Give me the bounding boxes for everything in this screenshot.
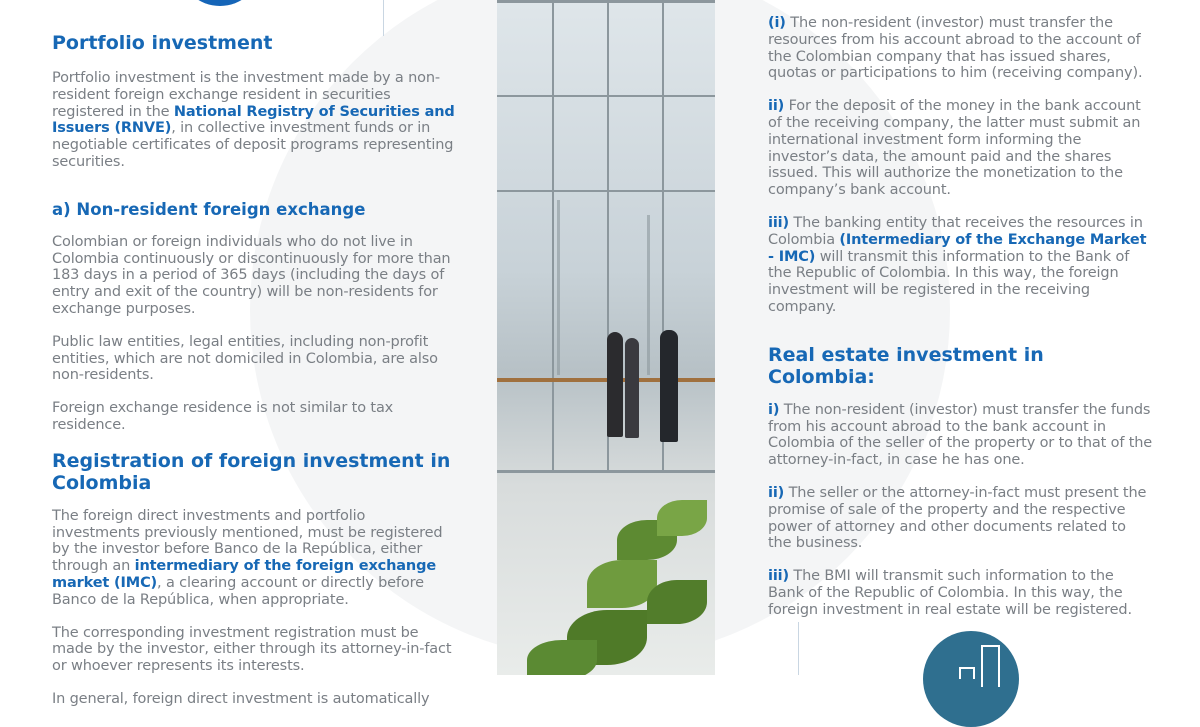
step-1-text: The non-resident (investor) must transfer the resources from his account abroad to the account of the Colombian company that has issued shares, quotas or participations to him (receiving company).	[768, 15, 1143, 82]
right-column	[768, 15, 1153, 619]
real-estate-title: Real estate investment in Colombia:	[768, 343, 1044, 388]
registration-text-a: The foreign direct investments and portfolio investments previously mentioned, must be registered by the investor before Banco de la República, either through an	[52, 507, 443, 575]
registration-paragraph-3: In general, foreign direct investment is automatically	[52, 690, 430, 707]
re-step-2-number: ii)	[768, 484, 785, 501]
step-3-paragraph	[768, 215, 1153, 316]
registration-title: Registration of foreign investment in Colombia	[52, 449, 451, 494]
re-step-2-text: The seller or the attorney-in-fact must present the promise of sale of the property and the respective power of attorney and other documents related to the business.	[768, 484, 1147, 552]
top-circle-icon	[180, 0, 260, 6]
divider-top-left	[383, 0, 384, 36]
nonresident-paragraph-2: Public law entities, legal entities, including non-profit entities, which are not domiciled in Colombia, are also non-residents.	[52, 333, 438, 384]
real-estate-step-1	[768, 402, 1153, 469]
nonresident-paragraph-1: Colombian or foreign individuals who do not live in Colombia continuously or discontinuously for more than 183 days in a period of 365 days (including the days of entry and exit of the country) will be non-residents for exchange purposes.	[52, 233, 451, 317]
re-step-3-text: The BMI will transmit such information to the Bank of the Republic of Colombia. In this way, the foreign investment in real estate will be registered.	[768, 568, 1132, 618]
portfolio-paragraph	[52, 70, 457, 171]
step-1-number: (i)	[768, 15, 786, 31]
office-atrium-photo	[497, 0, 715, 675]
registration-paragraph-1	[52, 508, 457, 609]
real-estate-step-2	[768, 485, 1153, 552]
portfolio-text-b: , in collective investment funds or in negotiable certificates of deposit programs representing securities.	[52, 120, 454, 170]
step-3-text-b: will transmit this information to the Bank of the Republic of Colombia. In this way, the foreign investment will be registered in the receiving company.	[768, 248, 1130, 315]
step-3-text-a: The banking entity that receives the resources in Colombia	[768, 214, 1143, 248]
nonresident-title: a) Non-resident foreign exchange	[52, 199, 366, 219]
registration-paragraph-2: The corresponding investment registration must be made by the investor, either through its attorney-in-fact or whoever represents its interests.	[52, 624, 452, 675]
portfolio-text-a: Portfolio investment is the investment made by a non-resident foreign exchange resident in securities registered in the	[52, 70, 441, 120]
nonresident-paragraph-3: Foreign exchange residence is not similar to tax residence.	[52, 400, 394, 433]
step-3-number: iii)	[768, 214, 789, 231]
imc-exchange-link[interactable]: (Intermediary of the Exchange Market - IMC)	[768, 231, 1147, 265]
registration-text-b: , a clearing account or directly before Banco de la República, when appropriate.	[52, 574, 424, 608]
portfolio-title: Portfolio investment	[52, 32, 273, 54]
step-2-number: ii)	[768, 98, 785, 115]
bar-chart-icon	[923, 631, 1019, 727]
re-step-1-number: i)	[768, 401, 780, 418]
imc-link[interactable]: intermediary of the foreign exchange market (IMC)	[52, 558, 437, 591]
re-step-1-text: The non-resident (investor) must transfer the funds from his account abroad to the bank account in Colombia of the seller of the property or to that of the attorney-in-fact, in case he has one.	[768, 401, 1153, 469]
divider-bottom-right	[798, 622, 799, 675]
rnve-link[interactable]: National Registry of Securities and Issuers (RNVE)	[52, 103, 455, 137]
left-column	[52, 32, 457, 708]
step-2-paragraph	[768, 98, 1153, 199]
real-estate-step-3	[768, 568, 1153, 618]
re-step-3-number: iii)	[768, 568, 789, 585]
step-1-paragraph	[768, 15, 1153, 82]
step-2-text: For the deposit of the money in the bank account of the receiving company, the latter must submit an international investment form informing the investor’s data, the amount paid and the shares issued. This will authorize the monetization to the company’s bank account.	[768, 98, 1141, 199]
